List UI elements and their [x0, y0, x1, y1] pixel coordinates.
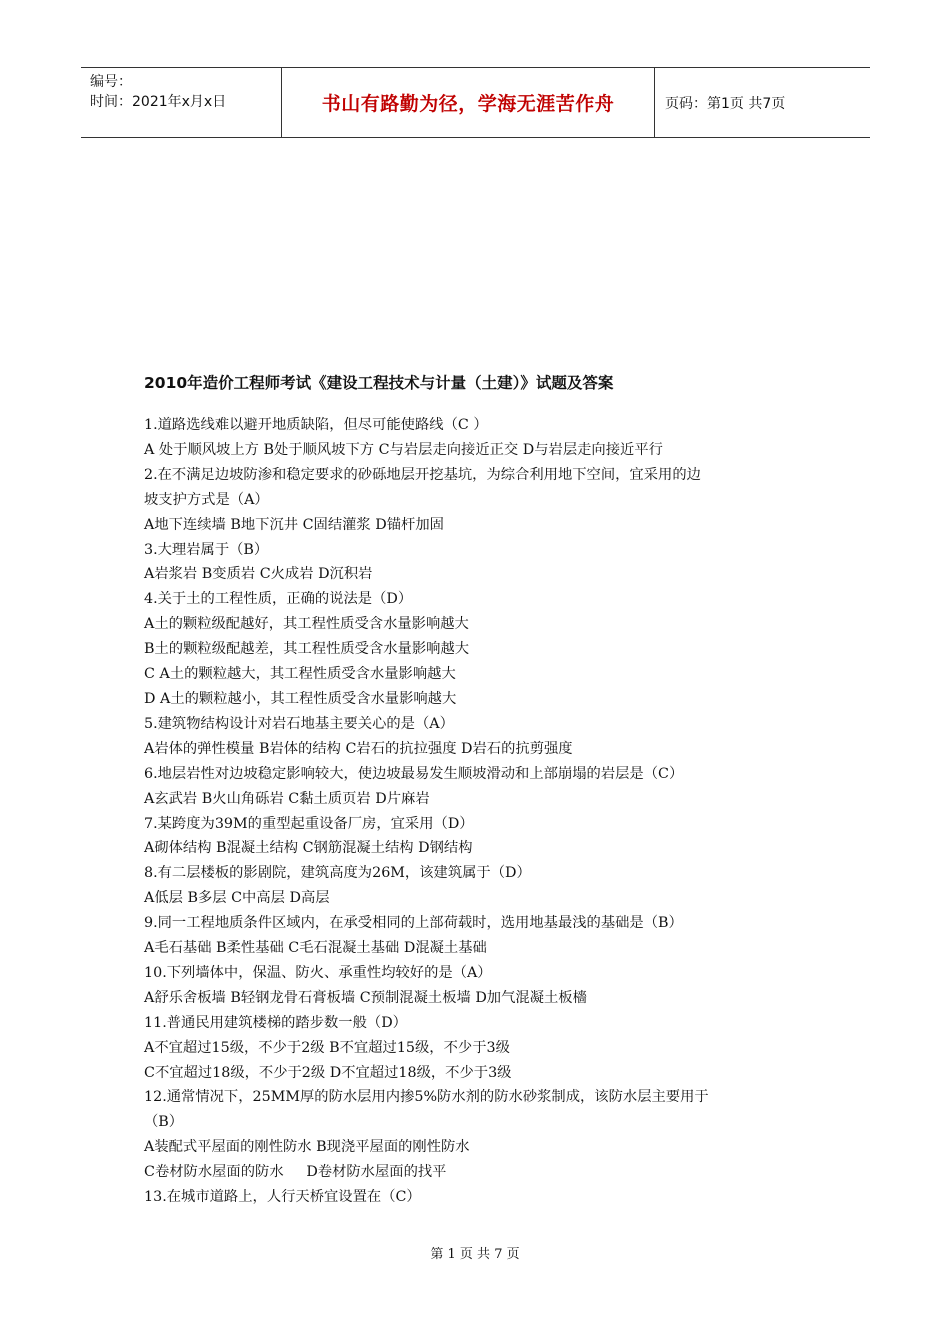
text-line: A岩体的弹性模量 B岩体的结构 C岩石的抗拉强度 D岩石的抗剪强度 [144, 740, 573, 757]
text-line: 2.在不满足边坡防渗和稳定要求的砂砾地层开挖基坑，为综合利用地下空间，宜采用的边 [144, 466, 701, 483]
text-line: A土的颗粒级配越好，其工程性质受含水量影响越大 [144, 616, 469, 633]
text-line: A岩浆岩 B变质岩 C火成岩 D沉积岩 [144, 566, 373, 583]
header-motto: 书山有路勤为径，学海无涯苦作舟 [282, 68, 655, 137]
document-title: 2010年造价工程师考试《建设工程技术与计量（土建）》试题及答案 [144, 374, 614, 392]
text-line: （B） [144, 1114, 184, 1131]
text-line: A毛石基础 B柔性基础 C毛石混凝土基础 D混凝土基础 [144, 940, 487, 957]
text-line: A砌体结构 B混凝土结构 C钢筋混凝土结构 D钢结构 [144, 840, 473, 857]
text-line: A地下连续墙 B地下沉井 C固结灌浆 D锚杆加固 [144, 516, 444, 533]
text-line: 8.有二层楼板的影剧院，建筑高度为26M，该建筑属于（D） [144, 865, 531, 882]
document-header [81, 67, 870, 138]
header-page-info: 页码：第1页 共7页 [665, 95, 786, 112]
header-meta [81, 68, 282, 137]
text-line: 9.同一工程地质条件区域内，在承受相同的上部荷载时，选用地基最浅的基础是（B） [144, 915, 683, 932]
text-line: A 处于顺风坡上方 B处于顺风坡下方 C与岩层走向接近正交 D与岩层走向接近平行 [144, 441, 663, 458]
text-line: 7.某跨度为39M的重型起重设备厂房，宜采用（D） [144, 815, 474, 832]
text-line: 10.下列墙体中，保温、防火、承重性均较好的是（A） [144, 964, 492, 981]
text-line: D A土的颗粒越小，其工程性质受含水量影响越大 [144, 690, 457, 707]
document-body [144, 413, 809, 1210]
text-line: 5.建筑物结构设计对岩石地基主要关心的是（A） [144, 715, 454, 732]
text-line: 3.大理岩属于（B） [144, 541, 269, 558]
text-line: C卷材防水屋面的防水 D卷材防水屋面的找平 [144, 1164, 447, 1181]
text-line: A舒乐舍板墙 B轻钢龙骨石膏板墙 C预制混凝土板墙 D加气混凝土板檣 [144, 989, 587, 1006]
time-label: 时间：2021年x月x日 [90, 94, 227, 110]
text-line: 6.地层岩性对边坡稳定影响较大，使边坡最易发生顺坡滑动和上部崩塌的岩层是（C） [144, 765, 684, 782]
text-line: C A土的颗粒越大，其工程性质受含水量影响越大 [144, 666, 456, 683]
text-line: A玄武岩 B火山角砾岩 C黏土质页岩 D片麻岩 [144, 790, 430, 807]
text-line: 坡支护方式是（A） [144, 491, 269, 508]
text-line: 4.关于土的工程性质，正确的说法是（D） [144, 591, 413, 608]
text-line: C不宜超过18级，不少于2级 D不宜超过18级，不少于3级 [144, 1064, 512, 1081]
text-line: A装配式平屋面的刚性防水 B现浇平屋面的刚性防水 [144, 1139, 470, 1156]
text-line: 1.道路选线难以避开地质缺陷，但尽可能使路线（C ） [144, 417, 488, 433]
text-line: A低层 B多层 C中高层 D高层 [144, 890, 330, 907]
number-label: 编号： [90, 74, 132, 90]
text-line: 13.在城市道路上，人行天桥宜设置在（C） [144, 1189, 421, 1206]
text-line: 11.普通民用建筑楼梯的踏步数一般（D） [144, 1014, 407, 1031]
text-line: B土的颗粒级配越差，其工程性质受含水量影响越大 [144, 641, 470, 658]
text-line: 12.通常情况下，25MM厚的防水层用内掺5%防水剂的防水砂浆制成，该防水层主要用于 [144, 1089, 709, 1106]
text-line: A不宜超过15级，不少于2级 B不宜超过15级，不少于3级 [144, 1039, 510, 1056]
page-footer: 第 1 页 共 7 页 [430, 1247, 520, 1262]
